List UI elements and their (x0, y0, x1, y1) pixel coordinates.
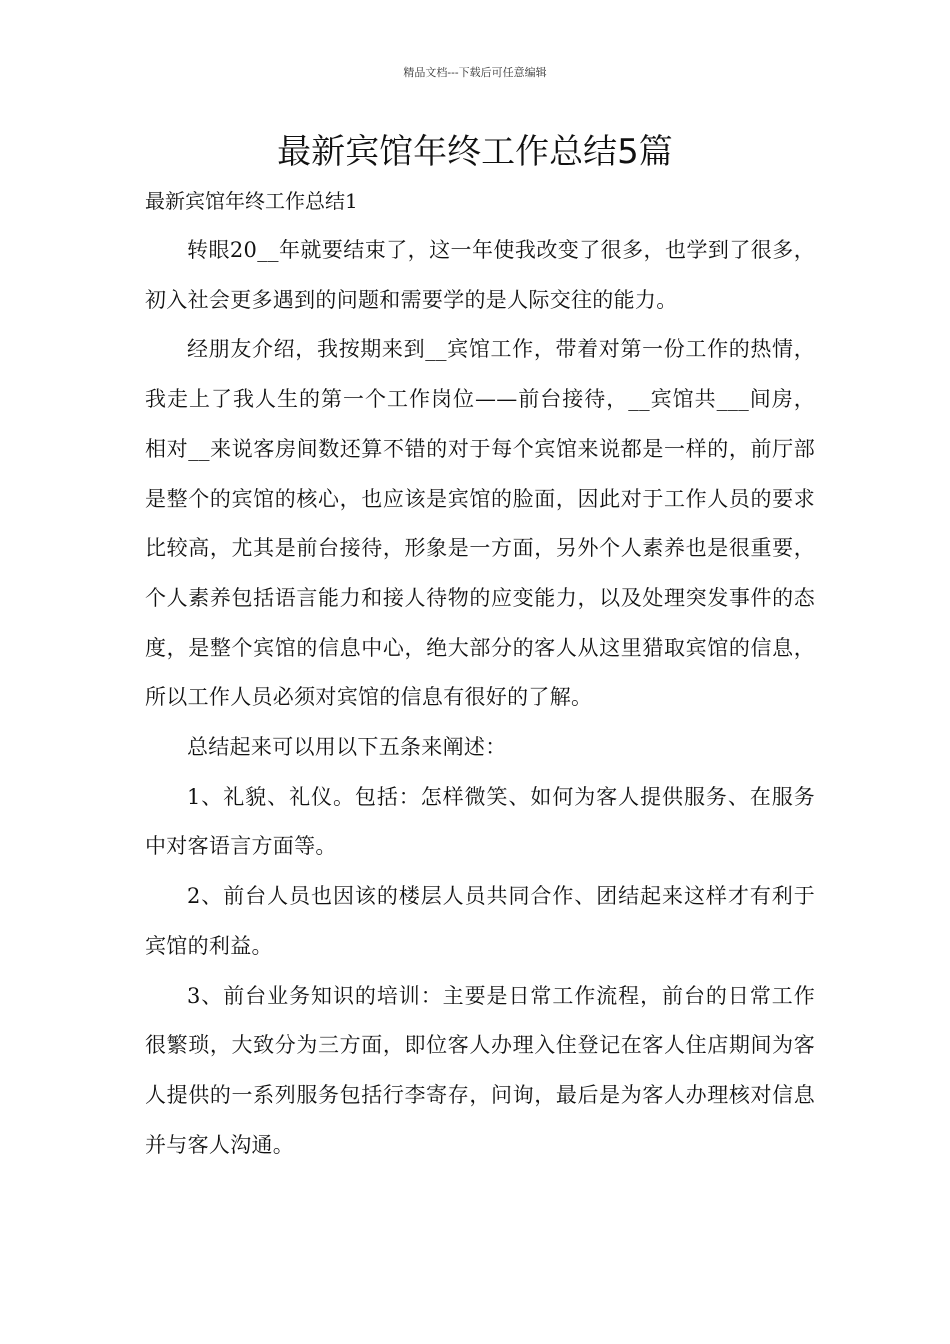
paragraph-point-3: 3、前台业务知识的培训：主要是日常工作流程，前台的日常工作很繁琐，大致分为三方面，即位客人办理入住登记在客人住店期间为客人提供的一系列服务包括行李寄存，问询，最后是为客人办理核对信息并与客人沟通。 (145, 983, 815, 1157)
paragraph-summary-lead: 总结起来可以用以下五条来阐述： (187, 735, 507, 760)
section-heading: 最新宾馆年终工作总结1 (145, 189, 358, 213)
document-title: 最新宾馆年终工作总结5篇 (277, 132, 673, 172)
document-body (145, 226, 815, 1170)
paragraph-intro: 转眼20__年就要结束了，这一年使我改变了很多，也学到了很多，初入社会更多遇到的问题和需要学的是人际交往的能力。 (145, 238, 815, 312)
paragraph-point-2: 2、前台人员也因该的楼层人员共同合作、团结起来这样才有利于宾馆的利益。 (145, 884, 815, 958)
paragraph-point-1: 1、礼貌、礼仪。包括：怎样微笑、如何为客人提供服务、在服务中对客语言方面等。 (145, 784, 815, 859)
paragraph-introduction-job: 经朋友介绍，我按期来到__宾馆工作，带着对第一份工作的热情，我走上了我人生的第一个工作岗位——前台接待，__宾馆共___间房，相对__来说客房间数还算不错的对于每个宾馆来说都是一样的，前厅部是整个的宾馆的核心，也应该是宾馆的脸面，因此对于工作人员的要求比较高，尤其是前台接待，形象是一方面，另外个人素养也是很重要，个人素养包括语言能力和接人待物的应变能力，以及处理突发事件的态度，是整个宾馆的信息中心，绝大部分的客人从这里猎取宾馆的信息，所以工作人员必须对宾馆的信息有很好的了解。 (145, 337, 815, 710)
header-note: 精品文档---下载后可任意编辑 (403, 66, 547, 79)
